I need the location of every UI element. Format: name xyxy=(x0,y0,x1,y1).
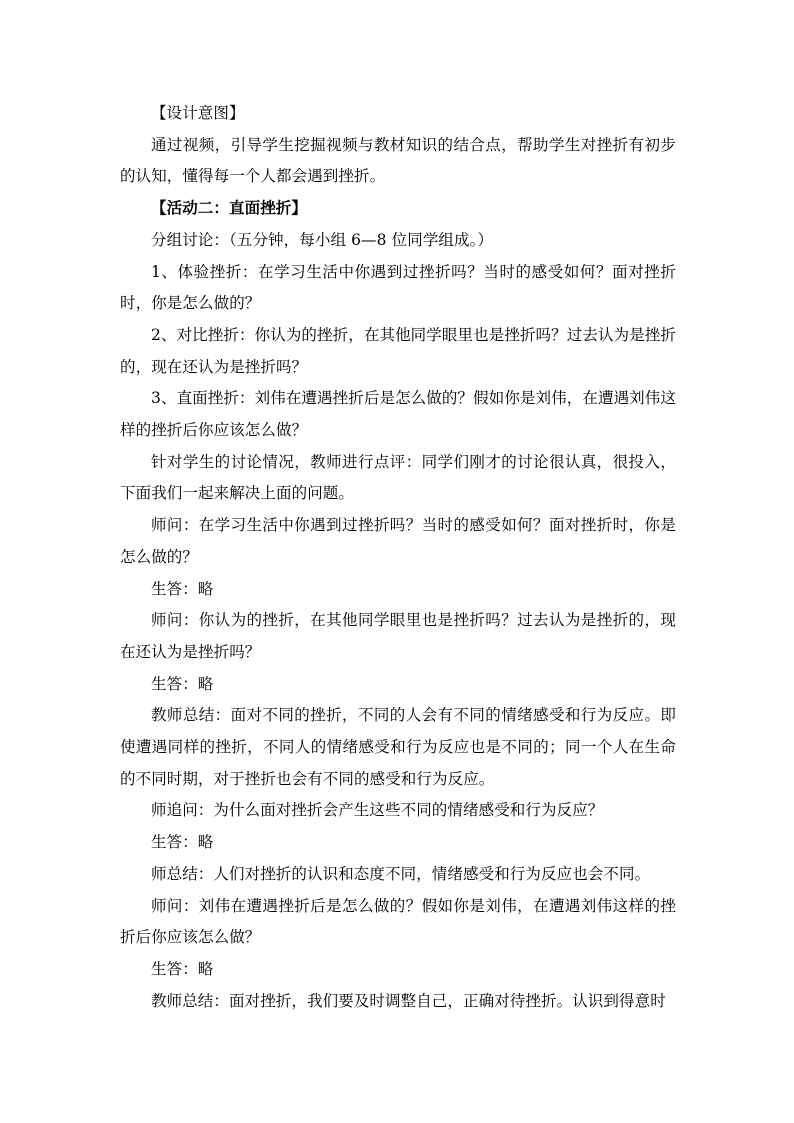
teacher-question-3: 师问：刘伟在遭遇挫折后是怎么做的？假如你是刘伟，在遭遇刘伟这样的挫折后你应该怎么做？ xyxy=(120,896,676,947)
teacher-summary-1: 教师总结：面对不同的挫折，不同的人会有不同的情绪感受和行为反应。即使遭遇同样的挫折，不同人的情绪感受和行为反应也是不同的；同一个人在生命的不同时期，对于挫折也会有不同的感受和行为反应。 xyxy=(120,706,676,788)
student-answer-3: 生答：略 xyxy=(151,833,214,852)
discussion-item-1: 1、体验挫折：在学习生活中你遇到过挫折吗？当时的感受如何？面对挫折时，你是怎么做的？ xyxy=(120,262,676,313)
section-heading-activity-two: 【活动二：直面挫折】 xyxy=(151,199,308,218)
teacher-question-2: 师问：你认为的挫折，在其他同学眼里也是挫折吗？过去认为是挫折的，现在还认为是挫折吗？ xyxy=(120,611,676,661)
section-heading-design-intent: 【设计意图】 xyxy=(151,104,245,122)
discussion-item-3: 3、直面挫折：刘伟在遭遇挫折后是怎么做的？假如你是刘伟，在遭遇刘伟这样的挫折后你应该怎么做？ xyxy=(120,389,676,440)
paragraph-design-intent: 通过视频，引导学生挖掘视频与教材知识的结合点，帮助学生对挫折有初步的认知，懂得每一个人都会遇到挫折。 xyxy=(120,135,676,186)
student-answer-1: 生答：略 xyxy=(151,579,214,598)
teacher-summary-3: 教师总结：面对挫折，我们要及时调整自己，正确对待挫折。认识到得意时 xyxy=(151,991,666,1010)
student-answer-2: 生答：略 xyxy=(151,674,214,693)
paragraph-group-discussion: 分组讨论：（五分钟，每小组 6—8 位同学组成。） xyxy=(151,230,494,249)
student-answer-4: 生答：略 xyxy=(151,959,214,978)
teacher-question-1: 师问：在学习生活中你遇到过挫折吗？当时的感受如何？面对挫折时，你是怎么做的？ xyxy=(120,516,676,566)
paragraph-teacher-comment: 针对学生的讨论情况，教师进行点评：同学们刚才的讨论很认真，很投入，下面我们一起来解决上面的问题。 xyxy=(120,452,676,503)
document-body xyxy=(120,98,676,1017)
teacher-summary-2: 师总结：人们对挫折的认识和态度不同，情绪感受和行为反应也会不同。 xyxy=(151,864,651,883)
teacher-follow-up-question: 师追问：为什么面对挫折会产生这些不同的情绪感受和行为反应？ xyxy=(151,801,604,820)
discussion-item-2: 2、对比挫折：你认为的挫折，在其他同学眼里也是挫折吗？过去认为是挫折的，现在还认为是挫折吗？ xyxy=(120,325,676,376)
